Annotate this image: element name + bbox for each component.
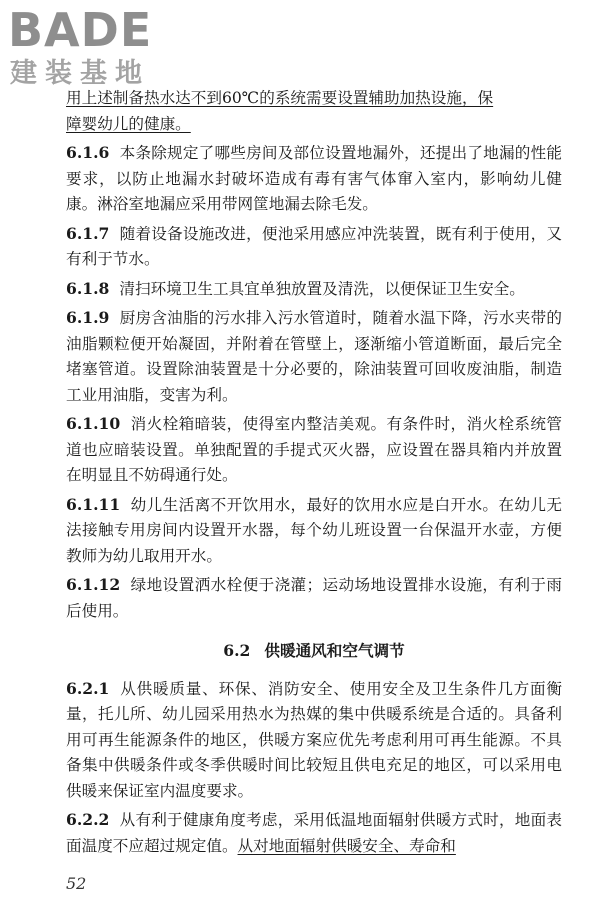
continuation-paragraph [66,86,562,137]
logo-subtitle: 建装基地 [10,58,150,89]
document-page [66,86,562,862]
clause-text: 随着设备设施改进，便池采用感应冲洗装置，既有利于使用，又有利于节水。 [66,224,562,268]
clause-number: 6.1.11 [66,494,121,514]
clause-text: 清扫环境卫生工具宜单独放置及清洗，以便保证卫生安全。 [119,279,525,298]
clause-text-underlined: 从对地面辐射供暖安全、寿命和 [237,836,456,855]
section-title: 供暖通风和空气调节 [264,641,405,660]
continuation-line-2: 障婴幼儿的健康。 [66,114,191,133]
bade-logo [8,4,183,92]
logo-brand: BADE [8,3,153,57]
clause-number: 6.1.8 [66,278,110,298]
continuation-line-1: 用上述制备热水达不到60℃的系统需要设置辅助加热设施，保 [66,89,494,107]
section-number: 6.2 [223,641,251,660]
clause-6-1-11 [66,492,562,570]
clause-number: 6.1.7 [66,223,110,243]
clause-number: 6.1.9 [66,308,110,327]
clause-6-2-1 [66,676,562,805]
clause-number: 6.1.10 [66,414,121,433]
section-heading [66,638,562,664]
clause-text: 消火栓箱暗装，使得室内整洁美观。有条件时，消火栓系统管道也应暗装设置。单独配置的手提式灭火器，应设置在器具箱内并放置在明显且不妨碍通行处。 [66,415,562,484]
clause-6-1-12 [66,572,562,624]
clause-text: 从供暖质量、环保、消防安全、使用安全及卫生条件几方面衡量，托儿所、幼儿园采用热水为热媒的集中供暖系统是合适的。具备利用可再生能源条件的地区，供暖方案应优先考虑利用可再生能源。不具备集中供暖条件或冬季供暖时间比较短且供电充足的地区，可以采用电供暖来保证室内温度要求。 [66,679,562,800]
clause-text: 厨房含油脂的污水排入污水管道时，随着水温下降，污水夹带的油脂颗粒便开始凝固，并附着在管壁上，逐渐缩小管道断面，最后完全堵塞管道。设置除油装置是十分必要的，除油装置可回收废油脂，制造工业用油脂，变害为利。 [66,309,562,404]
clause-number: 6.2.1 [66,678,110,698]
clause-text: 从有利于健康角度考虑，采用低温地面辐射供暖方式时，地面表面温度不应超过规定值。 [66,811,562,855]
clause-text: 绿地设置洒水栓便于浇灌；运动场地设置排水设施，有利于雨后使用。 [66,576,562,620]
clause-6-1-9 [66,305,562,408]
clause-text: 幼儿生活离不开饮用水，最好的饮用水应是白开水。在幼儿无法接触专用房间内设置开水器，每个幼儿班设置一台保温开水壶，方便教师为幼儿取用开水。 [66,495,562,565]
clause-text: 本条除规定了哪些房间及部位设置地漏外，还提出了地漏的性能要求，以防止地漏水封破坏造成有毒有害气体窜入室内，影响幼儿健康。淋浴室地漏应采用带网筐地漏去除毛发。 [66,144,562,213]
clause-number: 6.2.2 [66,810,110,829]
clause-6-1-10 [66,411,562,489]
clause-6-2-2 [66,807,562,859]
clause-number: 6.1.12 [66,575,121,594]
clause-number: 6.1.6 [66,143,110,162]
clause-6-1-7 [66,221,562,273]
clause-6-1-8 [66,276,562,303]
page-number: 52 [66,874,87,893]
clause-6-1-6 [66,140,562,218]
